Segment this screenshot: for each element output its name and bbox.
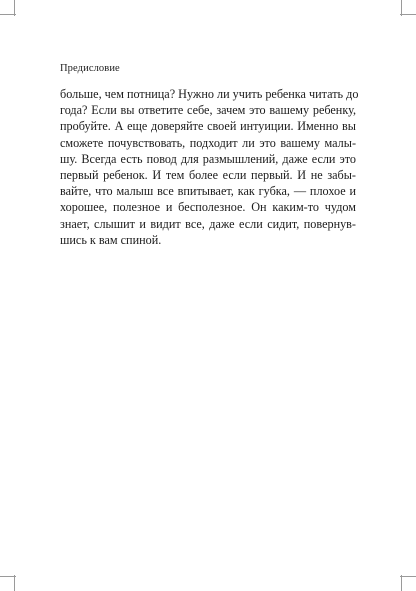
running-head: Предисловие xyxy=(60,63,120,74)
text-line: шу. Всегда есть повод для размышлений, даже если это xyxy=(60,151,356,166)
crop-mark xyxy=(0,14,16,15)
text-line: шись к вам спиной. xyxy=(60,232,162,247)
text-line: хорошее, полезное и бесполезное. Он каким-то чудом xyxy=(60,200,356,215)
text-line: первый ребенок. И тем более если первый. И не забы- xyxy=(60,167,356,182)
text-line: пробуйте. А еще доверяйте своей интуиции. Именно вы xyxy=(60,119,356,134)
text-line: знает, слышит и видит все, даже если сидит, повернув- xyxy=(60,216,356,231)
body-paragraph xyxy=(60,86,359,248)
text-line: сможете почувствовать, подходит ли это вашему малы- xyxy=(60,135,356,150)
text-line: вайте, что малыш все впитывает, как губка, — плохое и xyxy=(60,184,356,199)
text-line: года? Если вы ответите себе, зачем это вашему ребенку, xyxy=(60,103,356,118)
crop-mark xyxy=(14,575,15,591)
crop-mark xyxy=(0,576,16,577)
crop-mark xyxy=(400,576,416,577)
crop-mark xyxy=(400,14,416,15)
crop-mark xyxy=(401,575,402,591)
text-line: больше, чем потница? Нужно ли учить ребенка читать до xyxy=(60,87,359,101)
